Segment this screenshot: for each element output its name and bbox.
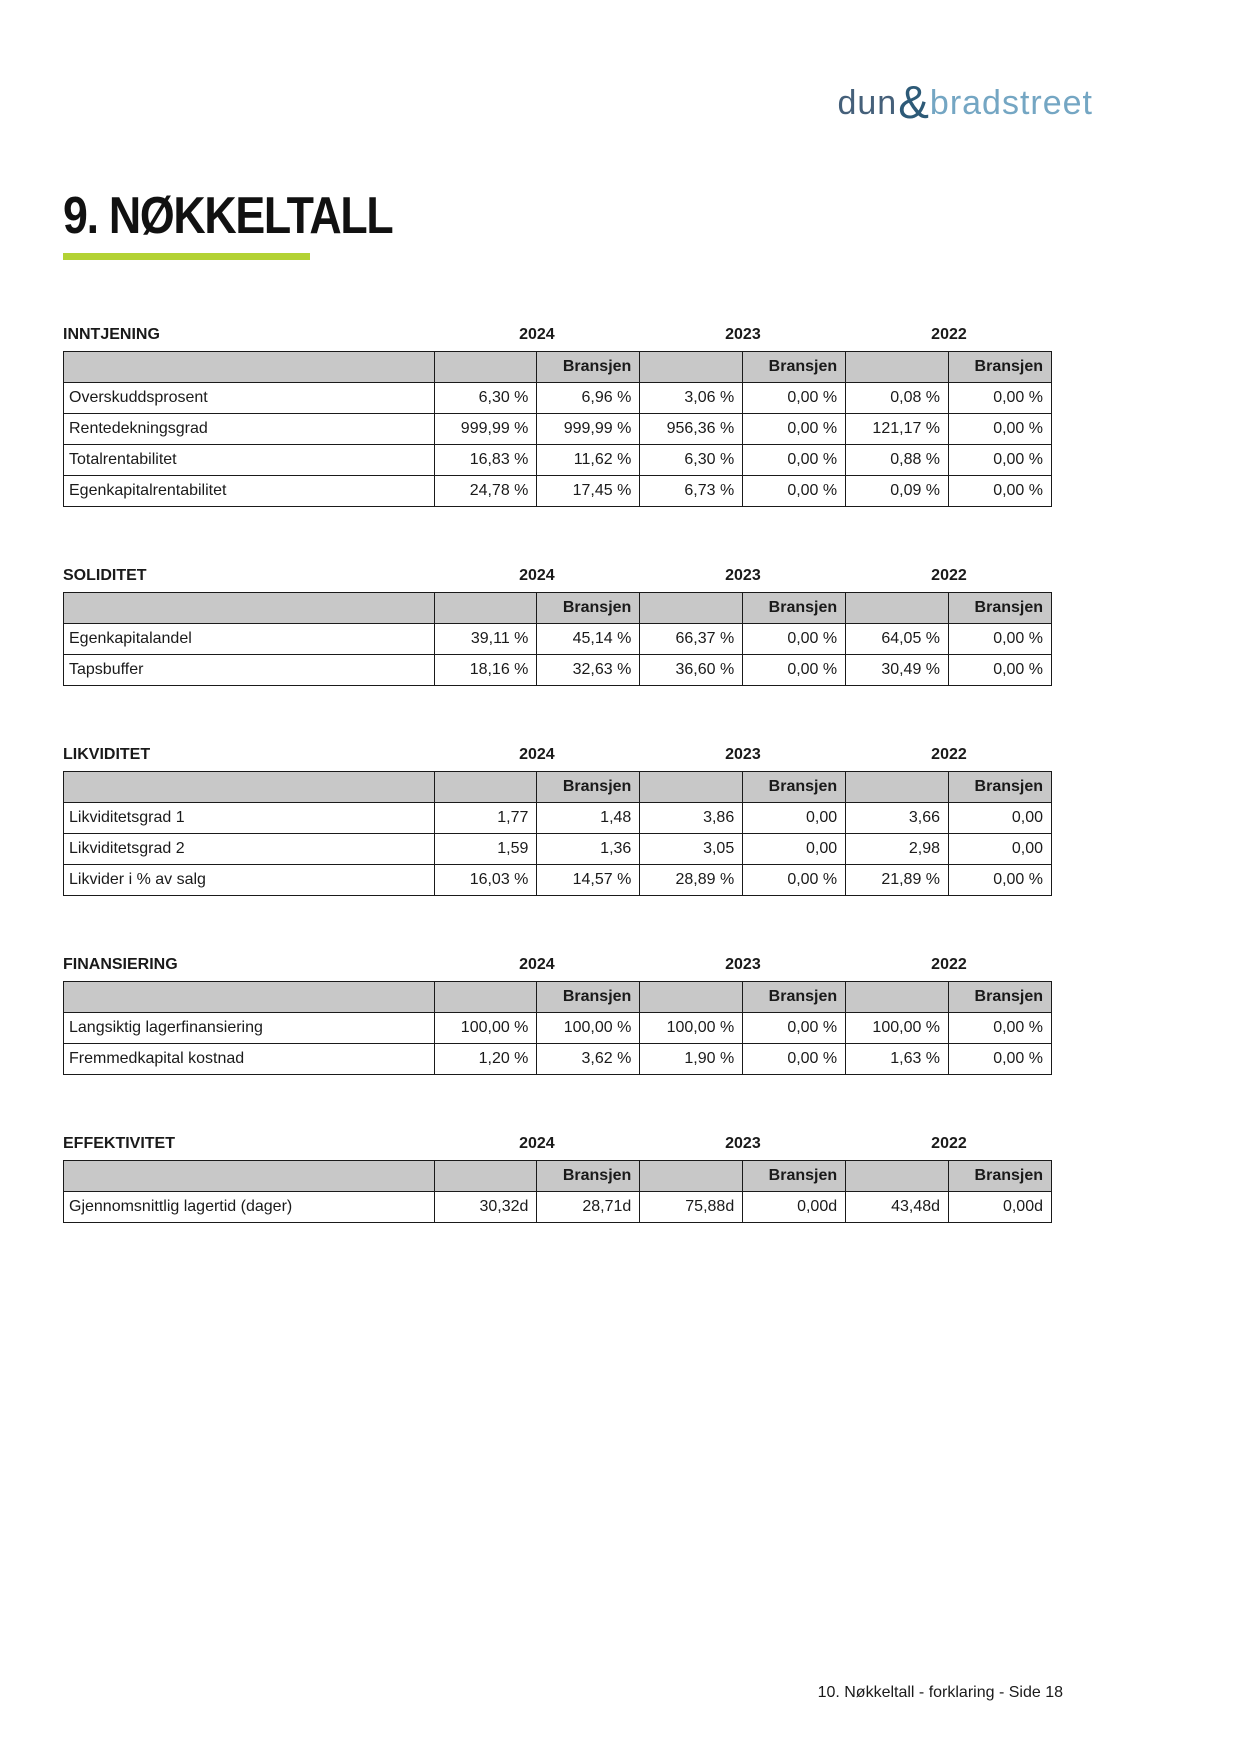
header-industry-cell: Bransjen [949, 772, 1052, 803]
row-label-cell: Totalrentabilitet [64, 445, 435, 476]
value-cell: 0,00 % [949, 445, 1052, 476]
value-cell: 17,45 % [537, 476, 640, 507]
year-heading: 2022 [931, 746, 967, 763]
value-cell: 999,99 % [434, 414, 537, 445]
value-cell: 0,00 % [949, 655, 1052, 686]
header-label-cell [64, 593, 435, 624]
value-cell: 1,63 % [846, 1044, 949, 1075]
row-label-cell: Egenkapitalandel [64, 624, 435, 655]
header-company-cell [434, 982, 537, 1013]
header-label-cell [64, 352, 435, 383]
value-cell: 24,78 % [434, 476, 537, 507]
header-company-cell [640, 982, 743, 1013]
header-company-cell [846, 1161, 949, 1192]
value-cell: 956,36 % [640, 414, 743, 445]
header-company-cell [846, 593, 949, 624]
header-company-cell [434, 593, 537, 624]
table-row [64, 834, 1052, 865]
header-company-cell [640, 772, 743, 803]
table-row [64, 445, 1052, 476]
table-row [64, 655, 1052, 686]
key-figures-table [63, 771, 1052, 896]
section-soliditet [63, 563, 1052, 686]
sections-container [63, 322, 1052, 1279]
header-industry-cell: Bransjen [743, 982, 846, 1013]
value-cell: 11,62 % [537, 445, 640, 476]
dun-bradstreet-logo [837, 72, 1093, 136]
header-label-cell [64, 982, 435, 1013]
value-cell: 30,49 % [846, 655, 949, 686]
key-figures-table [63, 1160, 1052, 1223]
value-cell: 6,30 % [640, 445, 743, 476]
value-cell: 39,11 % [434, 624, 537, 655]
header-industry-cell: Bransjen [743, 1161, 846, 1192]
value-cell: 0,00 % [743, 445, 846, 476]
value-cell: 18,16 % [434, 655, 537, 686]
value-cell: 1,77 [434, 803, 537, 834]
section-finansiering [63, 952, 1052, 1075]
section-caption-row [63, 742, 1052, 764]
value-cell: 0,00 % [743, 1044, 846, 1075]
section-heading: FINANSIERING [63, 956, 178, 973]
year-heading: 2023 [725, 1135, 761, 1152]
value-cell: 3,86 [640, 803, 743, 834]
table-row [64, 865, 1052, 896]
section-caption-row [63, 952, 1052, 974]
year-heading: 2024 [519, 746, 555, 763]
value-cell: 0,00 % [949, 1013, 1052, 1044]
value-cell: 0,00 % [743, 383, 846, 414]
value-cell: 0,00 % [743, 865, 846, 896]
value-cell: 0,00 % [949, 865, 1052, 896]
table-header-row [64, 593, 1052, 624]
key-figures-table [63, 981, 1052, 1075]
table-row [64, 1013, 1052, 1044]
header-industry-cell: Bransjen [537, 352, 640, 383]
year-heading: 2023 [725, 956, 761, 973]
title-underline [63, 253, 310, 260]
header-label-cell [64, 772, 435, 803]
value-cell: 1,90 % [640, 1044, 743, 1075]
value-cell: 3,06 % [640, 383, 743, 414]
header-company-cell [640, 1161, 743, 1192]
value-cell: 0,88 % [846, 445, 949, 476]
value-cell: 100,00 % [537, 1013, 640, 1044]
value-cell: 0,00d [949, 1192, 1052, 1223]
header-industry-cell: Bransjen [537, 982, 640, 1013]
value-cell: 3,62 % [537, 1044, 640, 1075]
table-row [64, 624, 1052, 655]
header-industry-cell: Bransjen [743, 772, 846, 803]
year-heading: 2022 [931, 1135, 967, 1152]
value-cell: 3,05 [640, 834, 743, 865]
value-cell: 0,00 [743, 803, 846, 834]
year-heading: 2024 [519, 567, 555, 584]
section-likviditet [63, 742, 1052, 896]
value-cell: 21,89 % [846, 865, 949, 896]
value-cell: 0,00d [743, 1192, 846, 1223]
section-heading: LIKVIDITET [63, 746, 151, 763]
table-header-row [64, 982, 1052, 1013]
header-industry-cell: Bransjen [537, 593, 640, 624]
value-cell: 28,89 % [640, 865, 743, 896]
header-industry-cell: Bransjen [743, 352, 846, 383]
year-heading: 2022 [931, 956, 967, 973]
table-row [64, 414, 1052, 445]
value-cell: 28,71d [537, 1192, 640, 1223]
logo-ampersand-icon: & [898, 76, 929, 128]
value-cell: 0,00 % [743, 414, 846, 445]
value-cell: 1,48 [537, 803, 640, 834]
value-cell: 3,66 [846, 803, 949, 834]
section-caption-row [63, 1131, 1052, 1153]
value-cell: 6,96 % [537, 383, 640, 414]
header-industry-cell: Bransjen [949, 1161, 1052, 1192]
value-cell: 16,03 % [434, 865, 537, 896]
value-cell: 66,37 % [640, 624, 743, 655]
section-heading: EFFEKTIVITET [63, 1135, 175, 1152]
value-cell: 0,09 % [846, 476, 949, 507]
value-cell: 64,05 % [846, 624, 949, 655]
header-industry-cell: Bransjen [949, 352, 1052, 383]
value-cell: 1,36 [537, 834, 640, 865]
header-company-cell [846, 982, 949, 1013]
value-cell: 0,00 % [949, 624, 1052, 655]
table-row [64, 383, 1052, 414]
value-cell: 121,17 % [846, 414, 949, 445]
header-company-cell [640, 593, 743, 624]
table-row [64, 1044, 1052, 1075]
section-caption-row [63, 322, 1052, 344]
value-cell: 1,59 [434, 834, 537, 865]
header-industry-cell: Bransjen [537, 1161, 640, 1192]
logo-text-dun: dun [837, 84, 898, 122]
page-title: 9. NØKKELTALL [63, 187, 393, 245]
header-industry-cell: Bransjen [949, 982, 1052, 1013]
value-cell: 0,00 [949, 803, 1052, 834]
value-cell: 100,00 % [640, 1013, 743, 1044]
value-cell: 32,63 % [537, 655, 640, 686]
table-header-row [64, 352, 1052, 383]
key-figures-table [63, 592, 1052, 686]
year-heading: 2024 [519, 956, 555, 973]
section-caption-row [63, 563, 1052, 585]
value-cell: 14,57 % [537, 865, 640, 896]
section-heading: INNTJENING [63, 326, 160, 343]
value-cell: 0,00 % [743, 624, 846, 655]
value-cell: 0,00 % [949, 476, 1052, 507]
key-figures-table [63, 351, 1052, 507]
value-cell: 100,00 % [846, 1013, 949, 1044]
year-heading: 2024 [519, 326, 555, 343]
row-label-cell: Rentedekningsgrad [64, 414, 435, 445]
value-cell: 45,14 % [537, 624, 640, 655]
header-company-cell [846, 772, 949, 803]
header-label-cell [64, 1161, 435, 1192]
header-industry-cell: Bransjen [743, 593, 846, 624]
value-cell: 0,00 % [743, 655, 846, 686]
row-label-cell: Overskuddsprosent [64, 383, 435, 414]
table-row [64, 803, 1052, 834]
value-cell: 0,00 % [949, 383, 1052, 414]
year-heading: 2023 [725, 326, 761, 343]
year-heading: 2023 [725, 567, 761, 584]
table-row [64, 476, 1052, 507]
value-cell: 2,98 [846, 834, 949, 865]
value-cell: 6,30 % [434, 383, 537, 414]
value-cell: 0,00 % [743, 1013, 846, 1044]
value-cell: 43,48d [846, 1192, 949, 1223]
value-cell: 16,83 % [434, 445, 537, 476]
value-cell: 30,32d [434, 1192, 537, 1223]
value-cell: 999,99 % [537, 414, 640, 445]
header-industry-cell: Bransjen [537, 772, 640, 803]
value-cell: 6,73 % [640, 476, 743, 507]
header-company-cell [846, 352, 949, 383]
row-label-cell: Fremmedkapital kostnad [64, 1044, 435, 1075]
table-header-row [64, 772, 1052, 803]
row-label-cell: Likvider i % av salg [64, 865, 435, 896]
section-effektivitet [63, 1131, 1052, 1223]
logo-text-bradstreet: bradstreet [929, 84, 1093, 122]
header-company-cell [434, 1161, 537, 1192]
row-label-cell: Likviditetsgrad 1 [64, 803, 435, 834]
section-inntjening [63, 322, 1052, 507]
value-cell: 1,20 % [434, 1044, 537, 1075]
value-cell: 75,88d [640, 1192, 743, 1223]
value-cell: 0,00 % [743, 476, 846, 507]
row-label-cell: Likviditetsgrad 2 [64, 834, 435, 865]
value-cell: 36,60 % [640, 655, 743, 686]
row-label-cell: Egenkapitalrentabilitet [64, 476, 435, 507]
value-cell: 0,00 [743, 834, 846, 865]
year-heading: 2023 [725, 746, 761, 763]
table-row [64, 1192, 1052, 1223]
year-heading: 2022 [931, 567, 967, 584]
page-footer: 10. Nøkkeltall - forklaring - Side 18 [817, 1684, 1063, 1701]
section-heading: SOLIDITET [63, 567, 147, 584]
header-company-cell [640, 352, 743, 383]
header-industry-cell: Bransjen [949, 593, 1052, 624]
row-label-cell: Langsiktig lagerfinansiering [64, 1013, 435, 1044]
year-heading: 2024 [519, 1135, 555, 1152]
table-header-row [64, 1161, 1052, 1192]
value-cell: 0,00 [949, 834, 1052, 865]
header-company-cell [434, 352, 537, 383]
value-cell: 100,00 % [434, 1013, 537, 1044]
header-company-cell [434, 772, 537, 803]
row-label-cell: Tapsbuffer [64, 655, 435, 686]
year-heading: 2022 [931, 326, 967, 343]
value-cell: 0,00 % [949, 1044, 1052, 1075]
value-cell: 0,08 % [846, 383, 949, 414]
row-label-cell: Gjennomsnittlig lagertid (dager) [64, 1192, 435, 1223]
value-cell: 0,00 % [949, 414, 1052, 445]
